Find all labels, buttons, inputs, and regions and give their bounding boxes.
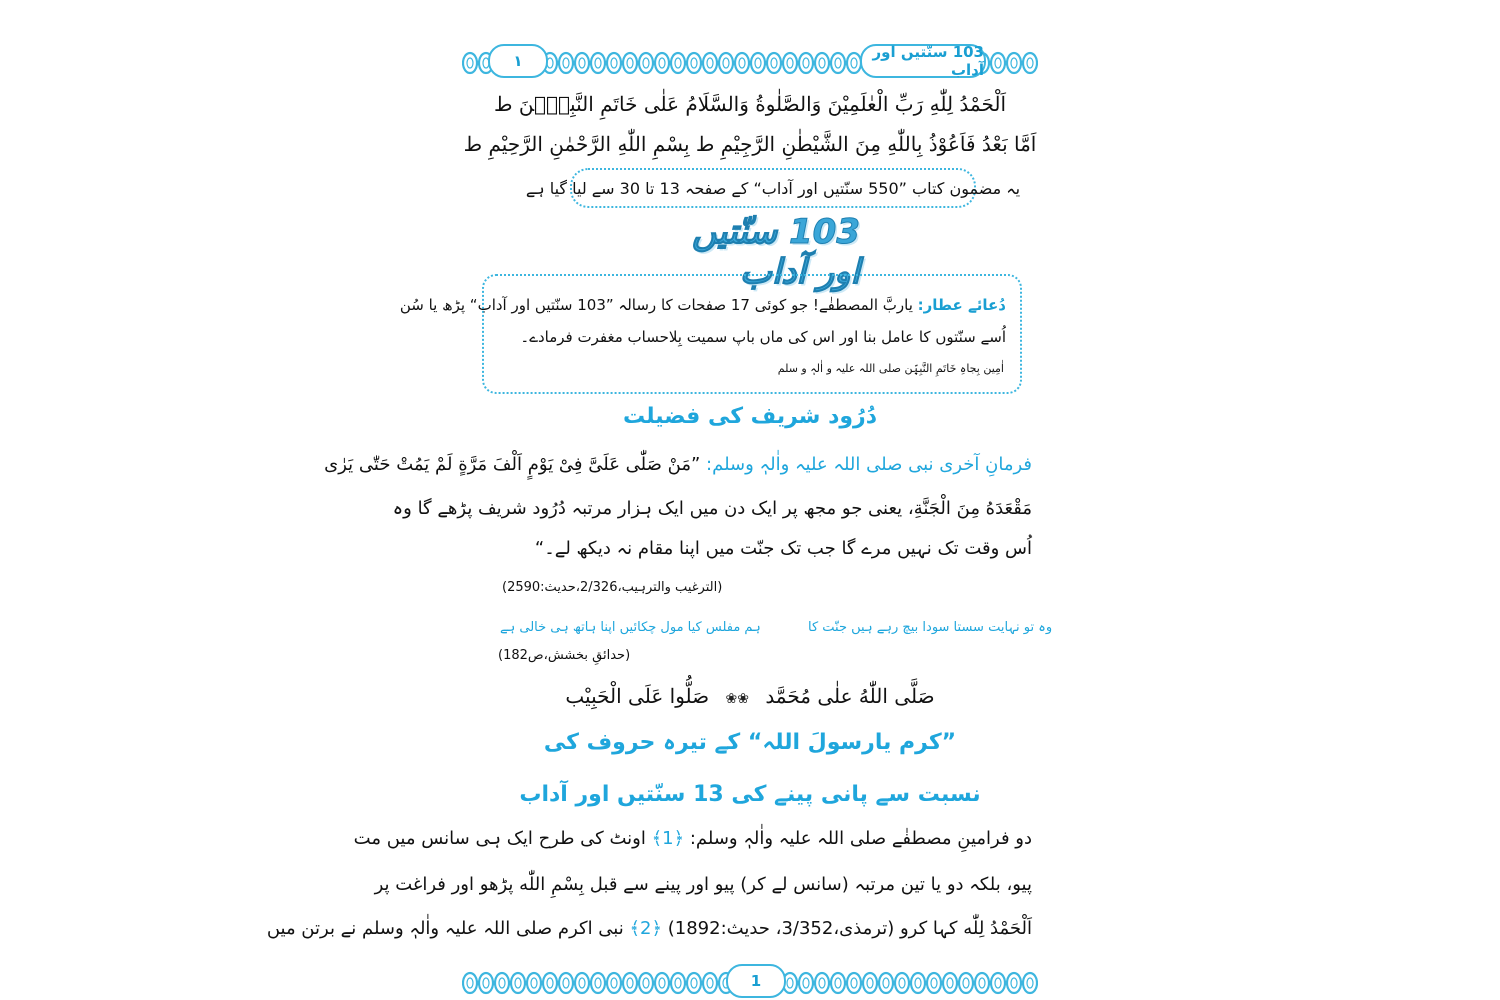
body-intro: دو فرامینِ مصطفٰے صلی اللہ علیہ واٰلہٖ وسلم: — [684, 828, 1032, 849]
dua-text-1: یاربَّ المصطفٰے! جو کوئی 17 صفحات کا رسالہ ”103 سنّتیں اور آداب“ پڑھ یا سُن — [399, 296, 918, 314]
marker-1: ﴿1﴾ — [651, 828, 685, 849]
bismillah-line: اَمَّا بَعْدُ فَاَعُوْذُ بِاللّٰهِ مِنَ الشَّیْطٰنِ الرَّجِیْمِ ط بِسْمِ اللّٰهِ الرَّحْمٰنِ الرَّحِیْمِ ط — [463, 132, 1037, 156]
dua-line-1 — [399, 296, 1006, 314]
document-page — [266, 43, 1053, 996]
main-title-text: 103 سنّتیں اور آداب — [692, 212, 860, 292]
salawat-line — [462, 684, 1038, 708]
body-line-3-rest: نبی اکرم صلی اللہ علیہ واٰلہٖ وسلم نے برتن میں — [266, 918, 630, 939]
dua-label: دُعائے عطار: — [917, 296, 1006, 314]
header-title-tab — [860, 44, 986, 78]
hadith-intro: فرمانِ آخری نبی صلی اللہ علیہ واٰلہٖ وسلم: — [700, 454, 1032, 475]
poem-verse-left: ہم مفلس کیا مول چکائیں اپنا ہاتھ ہی خالی ہے — [500, 620, 761, 635]
salawat-right: صَلُّوا عَلَی الْحَبِیْب — [565, 684, 710, 708]
body-line-2: پیو، بلکہ دو یا تین مرتبہ (سانس لے کر) پیو اور پینے سے قبل بِسْمِ اللّٰه پڑھو اور فراغت پر — [374, 874, 1032, 895]
dua-box — [399, 274, 1022, 394]
poem-verse-right: وہ تو نہایت سستا سودا بیچ رہے ہیں جنّت کا — [808, 620, 1053, 635]
body-line-1-rest: اونٹ کی طرح ایک ہی سانس میں مت — [353, 828, 652, 849]
hadith-arabic: ”مَنْ صَلّٰی عَلَیَّ فِیْ یَوْمٍ اَلْفَ مَرَّةٍ لَمْ یَمُتْ حَتّٰی یَرٰی — [324, 454, 701, 475]
body-line-1 — [353, 828, 1032, 849]
section-heading-line-2: نسبت سے پانی پینے کی 13 سنّتیں اور آداب — [519, 782, 981, 807]
durood-heading: دُرُود شریف کی فضیلت — [622, 404, 878, 429]
dua-line-3: اٰمِین بِجاہِ خَاتَمِ النَّبِیّٖن صلی اللہ علیہ و اٰلہٖ و سلم — [777, 362, 1004, 375]
header-title: 103 سنّتیں اور آداب — [872, 43, 984, 79]
hadith-reference: (الترغیب والترہیب،2/326،حدیث:2590) — [502, 580, 723, 595]
hamd-line: اَلْحَمْدُ لِلّٰهِ رَبِّ الْعٰلَمِیْنَ وَالصَّلٰوةُ وَالسَّلَامُ عَلٰى خَاتَمِ النَّبِیّٖنَ ط — [493, 92, 1007, 116]
header-page-number-tab — [488, 44, 548, 78]
marker-2: ﴿2﴾ — [629, 918, 663, 939]
source-note-box — [525, 168, 1021, 208]
hadith-line-3: اُس وقت تک نہیں مرے گا جب تک جنّت میں اپنا مقام نہ دیکھ لے۔“ — [534, 538, 1032, 559]
main-title — [650, 212, 860, 292]
dua-line-2: اُسے سنّتوں کا عامل بنا اور اس کی ماں باپ سمیت بِلاحساب مغفرت فرمادے۔ — [520, 328, 1006, 346]
source-note: یہ مضمون کتاب ”550 سنّتیں اور آداب“ کے صفحہ 13 تا 30 سے لیا گیا ہے — [525, 178, 1021, 198]
hadith-line-2: مَقْعَدَهُ مِنَ الْجَنَّةِ، یعنی جو مجھ پر ایک دن میں ایک ہزار مرتبہ دُرُود شریف پڑھے گا وہ — [392, 498, 1032, 519]
salawat-left: صَلَّی اللّٰهُ علٰی مُحَمَّد — [765, 684, 935, 708]
hadith-line-1 — [324, 454, 1032, 475]
section-heading-line-1: ”کرم یارسولَ اللہ“ کے تیرہ حروف کی — [543, 730, 957, 755]
footer-page-number-tab — [726, 964, 786, 998]
flower-ornament-icon: ❀❀ — [725, 691, 749, 707]
footer-page-number: 1 — [750, 972, 762, 990]
header-page-number: ۱ — [513, 52, 523, 70]
body-line-3-start: اَلْحَمْدُ لِلّٰه کہا کرو (ترمذی،3/352، حدیث:1892) — [662, 918, 1032, 939]
poem-reference: (حدائقِ بخشش،ص182) — [498, 648, 631, 663]
body-line-3 — [266, 918, 1032, 939]
